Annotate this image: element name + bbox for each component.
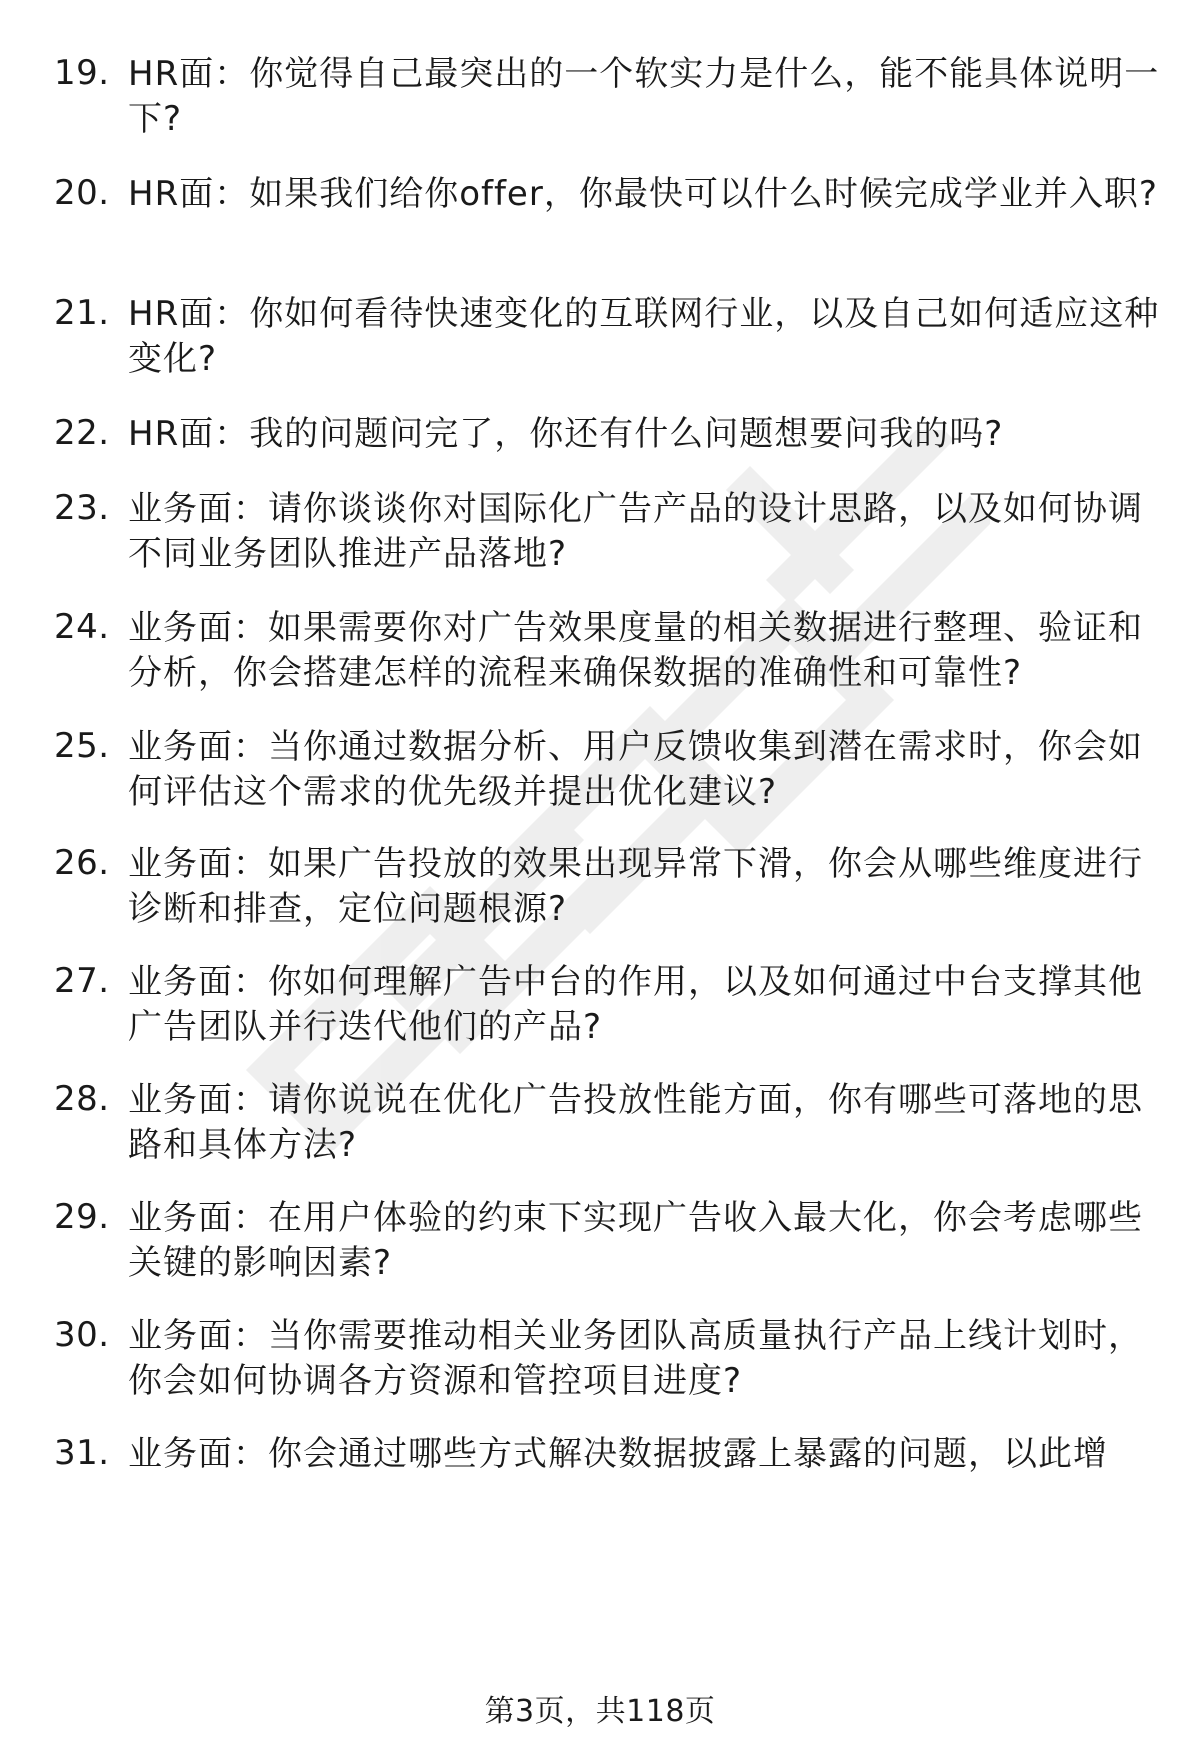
question-number: 29. [54, 1197, 110, 1237]
question-text: 业务面：当你通过数据分析、用户反馈收集到潜在需求时，你会如何评估这个需求的优先级并提出优化建议? [128, 727, 1143, 812]
question-number: 27. [54, 961, 110, 1001]
question-number: 26. [54, 843, 110, 883]
question-number: 24. [54, 607, 110, 647]
question-text: HR面：你觉得自己最突出的一个软实力是什么，能不能具体说明一下? [128, 54, 1160, 139]
question-text: HR面：我的问题问完了，你还有什么问题想要问我的吗? [128, 414, 1004, 454]
question-number: 28. [54, 1079, 110, 1119]
question-number: 19. [54, 53, 110, 93]
question-number: 25. [54, 726, 110, 766]
question-text: HR面：如果我们给你offer，你最快可以什么时候完成学业并入职? [128, 174, 1158, 214]
question-text: 业务面：请你谈谈你对国际化广告产品的设计思路，以及如何协调不同业务团队推进产品落地? [128, 489, 1143, 574]
question-text: 业务面：当你需要推动相关业务团队高质量执行产品上线计划时，你会如何协调各方资源和管控项目进度? [128, 1316, 1143, 1401]
question-text: HR面：你如何看待快速变化的互联网行业，以及自己如何适应这种变化? [128, 294, 1160, 379]
question-text: 业务面：请你说说在优化广告投放性能方面，你有哪些可落地的思路和具体方法? [128, 1080, 1143, 1165]
question-number: 20. [54, 173, 110, 213]
question-text: 业务面：如果需要你对广告效果度量的相关数据进行整理、验证和分析，你会搭建怎样的流程来确保数据的准确性和可靠性? [128, 608, 1143, 693]
question-text: 业务面：如果广告投放的效果出现异常下滑，你会从哪些维度进行诊断和排查，定位问题根源? [128, 844, 1143, 929]
question-text: 业务面：你会通过哪些方式解决数据披露上暴露的问题，以此增 [128, 1434, 1108, 1474]
question-number: 21. [54, 293, 110, 333]
question-text: 业务面：你如何理解广告中台的作用，以及如何通过中台支撑其他广告团队并行迭代他们的产品? [128, 962, 1143, 1047]
question-number: 23. [54, 488, 110, 528]
question-number: 30. [54, 1315, 110, 1355]
page-number-footer: 第3页，共118页 [484, 1694, 716, 1729]
question-text: 业务面：在用户体验的约束下实现广告收入最大化，你会考虑哪些关键的影响因素? [128, 1198, 1143, 1283]
question-number: 22. [54, 413, 110, 453]
question-number: 31. [54, 1433, 110, 1473]
